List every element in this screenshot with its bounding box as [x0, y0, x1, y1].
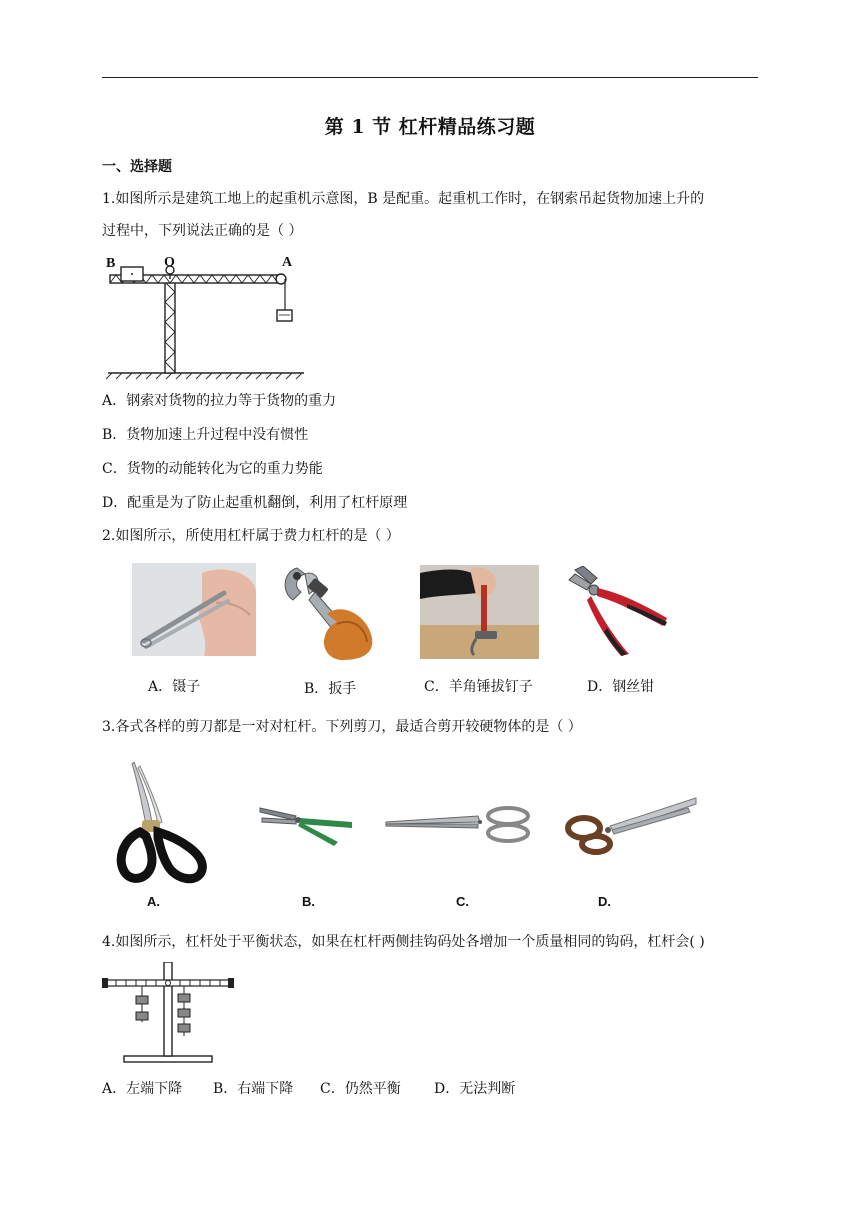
question-4-option-d: D．无法判断 [434, 1081, 516, 1097]
scissors-c-photo [384, 806, 536, 844]
crane-figure [104, 252, 310, 380]
question-3-caption-c: C. [456, 894, 469, 909]
question-2-caption-a: A．镊子 [148, 679, 201, 695]
pliers-photo [567, 566, 669, 656]
scissors-d-photo [562, 796, 698, 856]
scissors-a-photo [112, 762, 210, 886]
hammer-photo [420, 565, 539, 659]
question-4-line-1: 4.如图所示，杠杆处于平衡状态，如果在杠杆两侧挂钩码处各增加一个质量相同的钩码，杠杆会( ) [102, 934, 705, 950]
crane-label-o: O [164, 255, 175, 270]
tweezers-photo [132, 563, 256, 656]
question-3-caption-d: D. [598, 894, 611, 909]
question-1-option-b: B．货物加速上升过程中没有惯性 [102, 427, 309, 443]
question-1-option-d: D．配重是为了防止起重机翻倒，利用了杠杆原理 [102, 495, 408, 511]
question-3-line-1: 3.各式各样的剪刀都是一对对杠杆。下列剪刀，最适合剪开较硬物体的是（ ） [102, 719, 582, 735]
question-1-option-a: A．钢索对货物的拉力等于货物的重力 [102, 393, 337, 409]
page-title: 第 1 节 杠杆精品练习题 [324, 116, 536, 138]
question-1-line-1: 1.如图所示是建筑工地上的起重机示意图，B 是配重。起重机工作时，在钢索吊起货物加速上升的 [102, 191, 705, 207]
question-2-caption-b: B．扳手 [304, 681, 357, 697]
header-rule [102, 77, 758, 78]
question-3-caption-a: A. [147, 894, 160, 909]
section-heading: 一、选择题 [102, 159, 172, 175]
question-2-line-1: 2.如图所示，所使用杠杆属于费力杠杆的是（ ） [102, 528, 400, 544]
question-2-caption-d: D．钢丝钳 [587, 679, 655, 695]
lever-balance-figure [102, 962, 236, 1068]
crane-label-a: A [282, 255, 293, 270]
question-1-option-c: C．货物的动能转化为它的重力势能 [102, 461, 323, 477]
crane-label-b: B [106, 256, 116, 271]
question-2-caption-c: C．羊角锤拔钉子 [424, 679, 533, 695]
question-3-caption-b: B. [302, 894, 315, 909]
question-4-option-b: B．右端下降 [213, 1081, 294, 1097]
scissors-b-photo [258, 798, 354, 846]
question-4-option-a: A．左端下降 [102, 1081, 183, 1097]
question-4-option-c: C．仍然平衡 [320, 1081, 401, 1097]
wrench-photo [281, 562, 377, 660]
question-1-line-2: 过程中，下列说法正确的是（ ） [102, 223, 303, 239]
